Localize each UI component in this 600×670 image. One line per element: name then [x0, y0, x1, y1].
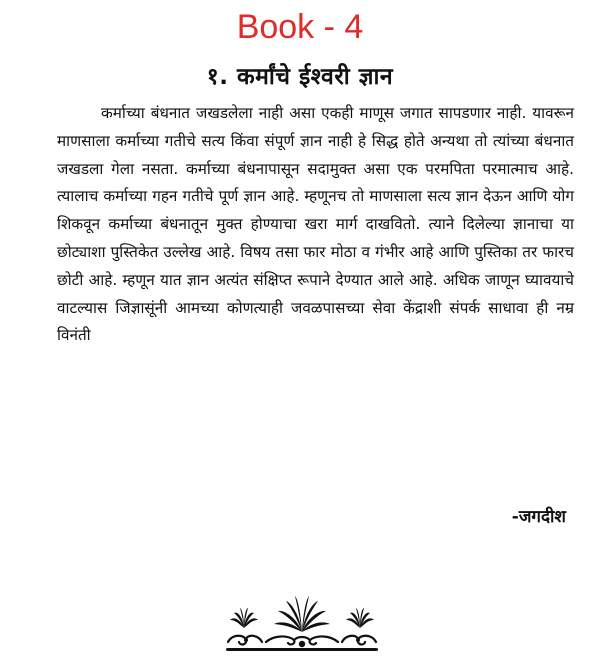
chapter-title: १. कर्मांचे ईश्वरी ज्ञान [206, 64, 394, 90]
author-signature: -जगदीश [511, 507, 566, 527]
body-paragraph: कर्माच्या बंधनात जखडलेला नाही असा एकही माणूस जगात सापडणार नाही. यावरून माणसाला कर्माच्या गतीचे सत्य किंवा संपूर्ण ज्ञान नाही हे सिद्ध होते अन्यथा तो त्यांच्या बंधनात जखडला गेला नसता. कर्माच्या बंधनापासून सदामुक्त असा एक परमपिता परमात्माच आहे. त्यालाच कर्माच्या गहन गतीचे पूर्ण ज्ञान आहे. म्हणूनच तो माणसाला सत्य ज्ञान देऊन आणि योग शिकवून कर्माच्या बंधनातून मुक्त होण्याचा खरा मार्ग दाखवितो. त्याने दिलेल्या ज्ञानाचा या छोट्याशा पुस्तिकेत उल्लेख आहे. विषय तसा फार मोठा व गंभीर आहे आणि पुस्तिका तर फारच छोटी आहे. म्हणून यात ज्ञान अत्यंत संक्षिप्त रूपाने देण्यात आले आहे. अधिक जाणून घ्यावयाचे वाटल्यास जिज्ञासूंनी आमच्या कोणत्याही जवळपासच्या सेवा केंद्राशी संपर्क साधावा ही नम्र विनंती [57, 104, 574, 345]
palmette-ornament-icon [222, 588, 382, 658]
book-label: Book - 4 [236, 8, 364, 46]
